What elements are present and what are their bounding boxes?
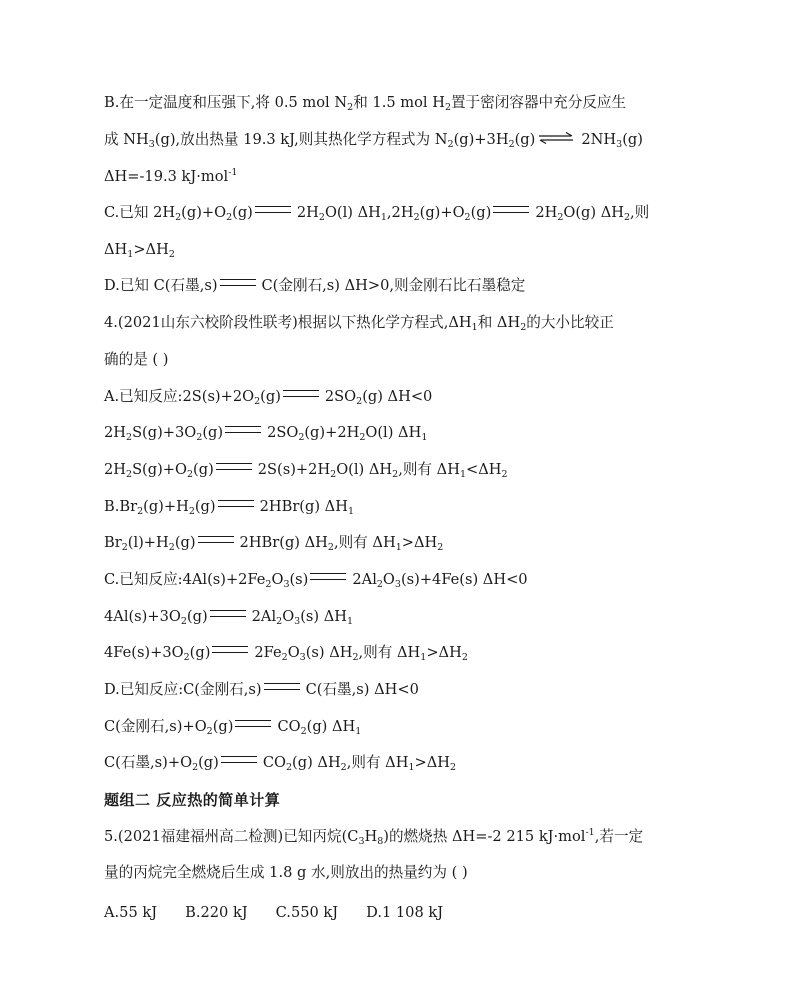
- text-run: C(石墨,s)+O: [104, 754, 193, 771]
- text-run: (s)+4Fe(s) ΔH<0: [400, 571, 528, 588]
- text-run: ,若一定: [594, 828, 644, 845]
- line-q5b: [104, 860, 468, 886]
- text-run: 的大小比较正: [526, 314, 614, 331]
- subscript: 2: [192, 762, 199, 773]
- line-c1: [104, 200, 649, 226]
- subscript: 2: [285, 762, 293, 773]
- text-run: C(金刚石,s) ΔH>0,则金刚石比石墨稳定: [261, 277, 526, 294]
- text-run: 2H: [104, 424, 127, 441]
- subscript: 2: [447, 139, 454, 150]
- text-run: >ΔH: [401, 534, 438, 551]
- text-run: (g)+O: [419, 204, 465, 221]
- text-run: C.已知反应:4Al(s)+2Fe: [104, 571, 266, 588]
- text-run: (g): [622, 131, 643, 148]
- text-run: Br: [104, 534, 122, 551]
- subscript: 2: [318, 212, 325, 223]
- text-run: CO: [262, 754, 286, 771]
- text-run: (g): [193, 461, 214, 478]
- text-run: >ΔH: [414, 754, 450, 771]
- equals-sign: [264, 683, 300, 690]
- equals-sign: [310, 573, 346, 580]
- subscript: 2: [168, 542, 175, 553]
- text-run: O(g) ΔH: [563, 204, 624, 221]
- text-run: S(g)+3O: [132, 424, 197, 441]
- text-run: (g): [174, 534, 196, 551]
- text-run: A.已知反应:2S(s)+2O: [104, 388, 255, 405]
- subscript: 1: [127, 249, 134, 260]
- equals-sign: [493, 206, 529, 213]
- subscript: 2: [188, 506, 195, 517]
- text-run: 2S(s)+2H: [257, 461, 331, 478]
- q5-option-c: C.550 kJ: [275, 904, 339, 921]
- subscript: 1: [408, 762, 415, 773]
- text-run: B.Br: [104, 498, 138, 515]
- text-run: ,则有 ΔH: [333, 534, 396, 551]
- q5-options: [104, 900, 443, 926]
- subscript: 2: [461, 652, 468, 663]
- text-run: 和 1.5 mol H: [353, 94, 445, 111]
- text-run: (g): [232, 204, 253, 221]
- line-4a3: [104, 457, 508, 483]
- subscript: 3: [358, 836, 365, 847]
- text-run: H: [364, 828, 378, 845]
- text-run: (s) ΔH: [305, 644, 353, 661]
- subscript: 2: [183, 652, 190, 663]
- subscript: 2: [340, 762, 347, 773]
- subscript: 2: [206, 726, 213, 737]
- q5-option-a: A.55 kJ: [104, 904, 158, 921]
- subscript: 2: [501, 469, 508, 480]
- text-run: 2SO: [324, 388, 357, 405]
- text-run: ΔH=-19.3 kJ·mol: [104, 168, 229, 185]
- text-run: ,则有 ΔH: [346, 754, 409, 771]
- text-run: 2H: [535, 204, 558, 221]
- text-run: (s) ΔH: [300, 608, 347, 625]
- line-4a2: [104, 420, 427, 446]
- text-run: 4Al(s)+3O: [104, 608, 181, 625]
- subscript: 2: [121, 542, 128, 553]
- subscript: 2: [281, 652, 288, 663]
- text-run: (g)+2H: [304, 424, 360, 441]
- q5-option-d: D.1 108 kJ: [366, 904, 444, 921]
- text-run: 4Fe(s)+3O: [104, 644, 184, 661]
- text-run: D.已知反应:C(金刚石,s): [104, 681, 262, 698]
- subscript: 2: [327, 542, 334, 553]
- subscript: 1: [459, 469, 466, 480]
- text-run: O: [382, 571, 395, 588]
- equals-sign: [255, 206, 291, 213]
- text-run: 2Al: [251, 608, 277, 625]
- line-4a1: [104, 384, 432, 410]
- subscript: 1: [347, 506, 354, 517]
- subscript: 2: [265, 579, 272, 590]
- text-run: 成 NH: [104, 131, 149, 148]
- subscript: 2: [359, 432, 366, 443]
- equals-sign: [235, 720, 271, 727]
- subscript: 2: [180, 616, 187, 627]
- subscript: 2: [444, 102, 451, 113]
- equals-sign: [221, 756, 257, 763]
- line-b1: [104, 90, 626, 116]
- line-4d2: [104, 714, 361, 740]
- subscript: 1: [471, 322, 478, 333]
- text-run: 量的丙烷完全燃烧后生成 1.8 g 水,则放出的热量约为 ( ): [104, 864, 468, 881]
- equals-sign: [283, 390, 319, 397]
- text-run: 确的是 ( ): [104, 351, 169, 368]
- subscript: 2: [226, 212, 233, 223]
- text-run: 2NH: [581, 131, 617, 148]
- text-run: 4.(2021山东六校阶段性联考)根据以下热化学方程式,ΔH: [104, 314, 472, 331]
- text-run: 2Fe: [254, 644, 282, 661]
- text-run: (g): [198, 754, 219, 771]
- subscript: 3: [616, 139, 623, 150]
- subscript: 2: [413, 212, 420, 223]
- text-run: 2SO: [267, 424, 299, 441]
- subscript: 3: [148, 139, 155, 150]
- line-q4b: [104, 347, 168, 373]
- text-run: (g),放出热量 19.3 kJ,则其热化学方程式为 N: [154, 131, 448, 148]
- subscript: 2: [126, 469, 133, 480]
- text-run: (g) ΔH<0: [362, 388, 433, 405]
- text-run: D.已知 C(石墨,s): [104, 277, 218, 294]
- reversible-arrow-icon: [537, 132, 575, 144]
- text-run: ,2H: [386, 204, 414, 221]
- subscript: 2: [352, 652, 359, 663]
- subscript: 2: [557, 212, 564, 223]
- line-d1: [104, 273, 525, 299]
- equals-sign: [198, 536, 234, 543]
- text-run: (g): [194, 498, 216, 515]
- text-run: (g)+O: [181, 204, 227, 221]
- subscript: 2: [300, 726, 307, 737]
- text-run: O(l) ΔH: [324, 204, 381, 221]
- text-run: (g) ΔH: [306, 718, 356, 735]
- text-run: 置于密闭容器中充分反应生: [450, 94, 627, 111]
- text-run: ,则有 ΔH: [358, 644, 421, 661]
- subscript: 8: [377, 836, 384, 847]
- text-run: ΔH: [104, 241, 128, 258]
- line-q5a: [104, 824, 643, 850]
- text-run: (g): [514, 131, 536, 148]
- q5-option-b: B.220 kJ: [185, 904, 248, 921]
- equals-sign: [220, 279, 256, 286]
- text-run: O: [282, 608, 295, 625]
- text-run: (g): [470, 204, 492, 221]
- line-4c1: [104, 567, 528, 593]
- text-run: ,则有 ΔH: [398, 461, 460, 478]
- subscript: 3: [299, 652, 306, 663]
- text-run: <ΔH: [465, 461, 502, 478]
- text-run: )的燃烧热 ΔH=-2 215 kJ·mol: [383, 828, 586, 845]
- section-heading: [104, 787, 280, 813]
- equals-sign: [216, 463, 252, 470]
- equals-sign: [225, 426, 261, 433]
- text-run: C.已知 2H: [104, 204, 176, 221]
- line-c2: [104, 237, 175, 263]
- text-run: 5.(2021福建福州高二检测)已知丙烷(C: [104, 828, 359, 845]
- subscript: 2: [126, 432, 133, 443]
- equals-sign: [210, 610, 246, 617]
- subscript: 1: [346, 616, 354, 627]
- line-4b2: [104, 530, 443, 556]
- text-run: 和 ΔH: [477, 314, 521, 331]
- subscript: 2: [464, 212, 471, 223]
- subscript: 2: [376, 579, 383, 590]
- subscript: 1: [420, 652, 427, 663]
- text-run: >ΔH: [133, 241, 169, 258]
- subscript: 1: [355, 726, 362, 737]
- line-4c3: [104, 640, 468, 666]
- subscript: 2: [298, 432, 305, 443]
- subscript: 1: [395, 542, 402, 553]
- line-4b1: [104, 494, 354, 520]
- text-run: (g): [189, 644, 211, 661]
- text-run: (l)+H: [127, 534, 169, 551]
- superscript: -1: [585, 827, 595, 838]
- equals-sign: [218, 500, 254, 507]
- subscript: 2: [508, 139, 515, 150]
- subscript: 3: [283, 579, 290, 590]
- line-q4a: [104, 310, 614, 336]
- line-b2: [104, 127, 643, 153]
- subscript: 2: [347, 102, 354, 113]
- subscript: 2: [175, 212, 182, 223]
- subscript: 2: [356, 396, 363, 407]
- subscript: 2: [168, 249, 175, 260]
- text-run: (g): [186, 608, 208, 625]
- text-run: O: [271, 571, 284, 588]
- subscript: 2: [392, 469, 399, 480]
- text-run: 2Al: [352, 571, 377, 588]
- superscript: -1: [228, 167, 238, 178]
- text-run: S(g)+O: [132, 461, 187, 478]
- subscript: 2: [330, 469, 337, 480]
- line-4d3: [104, 750, 456, 776]
- text-run: (g): [212, 718, 234, 735]
- subscript: 2: [254, 396, 261, 407]
- subscript: 2: [624, 212, 631, 223]
- text-run: C(金刚石,s)+O: [104, 718, 207, 735]
- line-4c2: [104, 604, 353, 630]
- subscript: 2: [276, 616, 283, 627]
- text-run: 2H: [296, 204, 319, 221]
- text-run: O(l) ΔH: [336, 461, 393, 478]
- subscript: 2: [196, 432, 203, 443]
- text-run: 2HBr(g) ΔH: [239, 534, 328, 551]
- subscript: 3: [294, 616, 301, 627]
- subscript: 1: [421, 432, 428, 443]
- subscript: 2: [186, 469, 194, 480]
- text-run: (g) ΔH: [292, 754, 341, 771]
- text-run: 2H: [104, 461, 127, 478]
- line-4d1: [104, 677, 419, 703]
- subscript: 3: [394, 579, 401, 590]
- text-run: CO: [277, 718, 301, 735]
- text-run: B.在一定温度和压强下,将 0.5 mol N: [104, 94, 348, 111]
- text-run: ,则: [630, 204, 650, 221]
- text-run: (g): [260, 388, 281, 405]
- text-run: O: [287, 644, 300, 661]
- text-run: (g)+H: [143, 498, 189, 515]
- text-run: (g)+3H: [453, 131, 509, 148]
- text-run: 题组二 反应热的简单计算: [104, 791, 281, 809]
- subscript: 2: [437, 542, 444, 553]
- text-run: 2HBr(g) ΔH: [259, 498, 348, 515]
- subscript: 2: [520, 322, 527, 333]
- line-b3: [104, 164, 237, 190]
- subscript: 2: [137, 506, 144, 517]
- text-run: C(石墨,s) ΔH<0: [305, 681, 419, 698]
- text-run: O(l) ΔH: [365, 424, 422, 441]
- subscript: 2: [450, 762, 457, 773]
- text-run: (g): [202, 424, 224, 441]
- text-run: >ΔH: [426, 644, 462, 661]
- subscript: 1: [380, 212, 387, 223]
- text-run: (s): [289, 571, 309, 588]
- equals-sign: [212, 646, 248, 653]
